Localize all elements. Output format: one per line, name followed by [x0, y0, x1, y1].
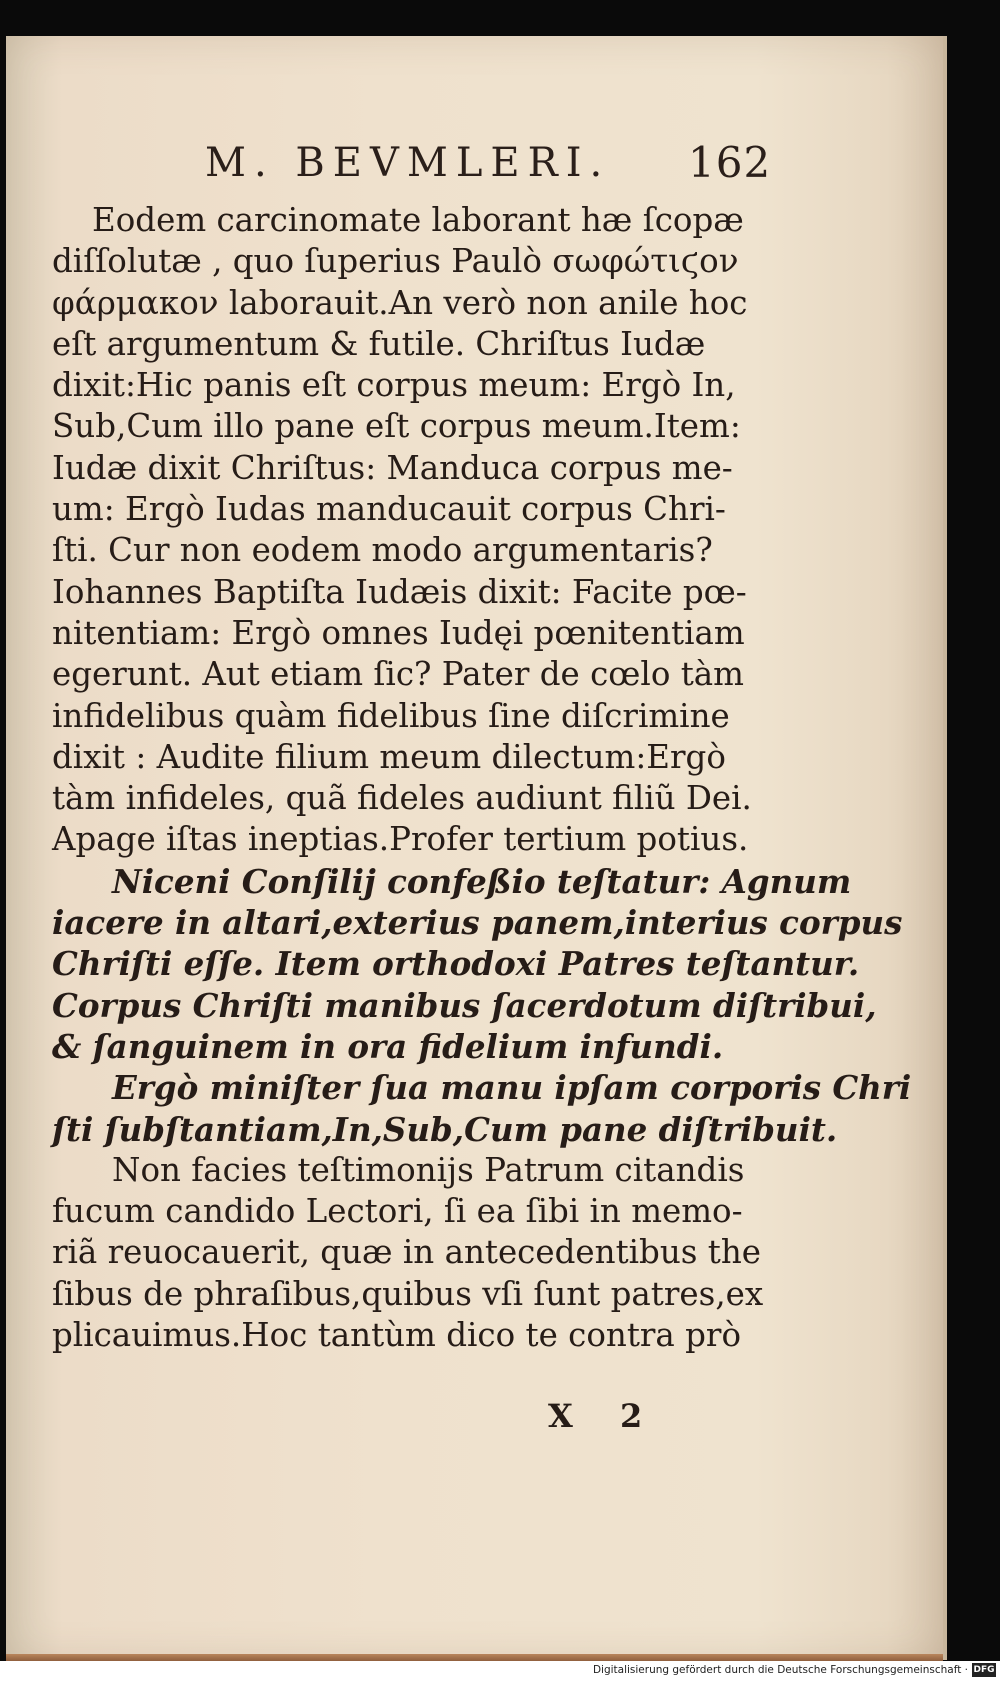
text-line: Iudæ dixit Chriſtus: Manduca corpus me-: [52, 448, 733, 487]
text-line: Eodem carcinomate laborant hæ ſcopæ: [92, 201, 744, 239]
text-line: dixit:Hic panis eſt corpus meum: Ergò In,: [52, 366, 736, 405]
text-line: Non facies teſtimonijs Patrum citandis: [112, 1150, 745, 1189]
text-line: Corpus Chriſti manibus ſacerdotum diſtribui,: [52, 985, 877, 1025]
text-line: plicauimus.Hoc tantùm dico te contra prò: [52, 1316, 742, 1355]
text-line: nitentiam: Ergò omnes Iudęi pœnitentiam: [52, 613, 745, 652]
text-line: Sub,Cum illo pane eſt corpus meum.Item:: [52, 407, 741, 446]
text-line: egerunt. Aut etiam ſic? Pater de cœlo tàm: [52, 655, 744, 694]
page-number: 162: [688, 138, 772, 187]
text-line: eſt argumentum & futile. Chriſtus Iudæ: [52, 324, 706, 363]
text-line: dixit : Audite filium meum dilectum:Ergò: [52, 737, 726, 776]
dfg-logo-icon: DFG: [973, 1665, 995, 1675]
text-line: & ſanguinem in ora fidelium infundi.: [52, 1026, 724, 1066]
text-line: iacere in altari,exterius panem,interius corpus: [52, 903, 903, 943]
text-line: ſti. Cur non eodem modo argumentaris?: [52, 531, 713, 570]
text-line: fucum candido Lectori, ſi ea ſibi in memo-: [52, 1192, 743, 1231]
text-line: um: Ergò Iudas manducauit corpus Chri-: [52, 490, 726, 529]
funding-credit: Digitalisierung gefördert durch die Deutsche Forschungsgemeinschaft ·: [592, 1664, 968, 1676]
text-line: Iohannes Baptiſta Iudæis dixit: Facite pœ-: [52, 572, 747, 611]
body-text: [52, 200, 912, 1356]
text-line: tàm infideles, quã fideles audiunt filiũ Dei.: [52, 779, 752, 818]
running-head: M. BEVMLERI.: [205, 140, 611, 186]
text-line: ſibus de phraſibus,quibus vſi ſunt patres,ex: [52, 1274, 764, 1313]
signature-mark: X 2: [548, 1397, 661, 1435]
text-line: Apage iſtas ineptias.Profer tertium potius.: [52, 820, 749, 859]
text-line: φάρμακον laborauit.An verò non anile hoc: [52, 283, 748, 322]
text-line: Chriſti eſſe. Item orthodoxi Patres teſtantur.: [52, 944, 860, 984]
text-line: infidelibus quàm fidelibus ſine diſcrimine: [52, 696, 730, 735]
text-line: Niceni Conſilij confeßio teſtatur: Agnum: [112, 861, 852, 901]
text-line: ſti ſubſtantiam,In,Sub,Cum pane diſtribuit.: [52, 1109, 838, 1149]
text-line: Ergò miniſter ſua manu ipſam corporis Chri: [112, 1068, 912, 1108]
text-line: riã reuocauerit, quæ in antecedentibus the: [52, 1233, 762, 1272]
text-line: diſſolutæ , quo ſuperius Paulò σωφώτιϛον: [52, 242, 739, 281]
